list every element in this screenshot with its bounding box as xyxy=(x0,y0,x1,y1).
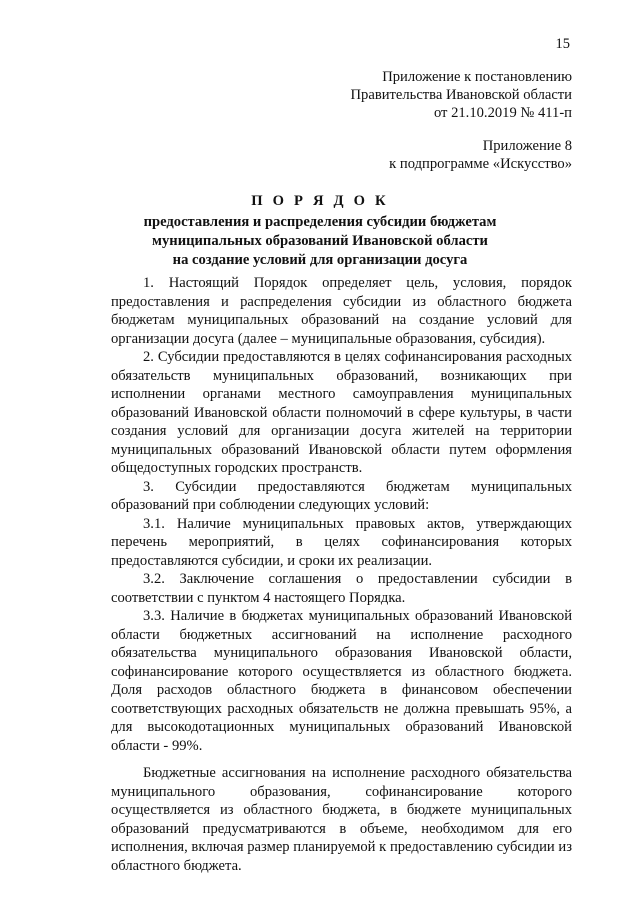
appendix-line: к подпрограмме «Искусство» xyxy=(389,156,572,172)
appendix-line: Приложение 8 xyxy=(482,138,572,154)
appendix-to-resolution xyxy=(351,68,572,122)
paragraph-1: 1. Настоящий Порядок определяет цель, условия, порядок предоставления и распределения субсидии из областного бюджета бюджетам муниципальных образований на создание условий для организации досуга (далее – муниципальные образования, субсидия). xyxy=(111,275,572,347)
document-title xyxy=(60,192,580,270)
page-number: 15 xyxy=(555,36,570,52)
paragraph-2: 2. Субсидии предоставляются в целях софинансирования расходных обязательств муниципальных образований, возникающих при исполнении органами местного самоуправления муниципальных образований Ивановской области полномочий в сфере культуры, в части создания условий для организации досуга жителей на территории муниципальных образований Ивановской области путем оформления общедоступных городских пространств. xyxy=(111,349,572,476)
paragraph-budget-allocations: Бюджетные ассигнования на исполнение расходного обязательства муниципального образования, софинансирование которого осуществляется из областного бюджета, в бюджете муниципальных образований предусматриваются в объеме, необходимом для его исполнения, включая размер планируемой к предоставлению субсидии из областного бюджета. xyxy=(111,765,572,874)
appendix-line: Правительства Ивановской области xyxy=(350,87,572,103)
paragraph-3-3: 3.3. Наличие в бюджетах муниципальных образований Ивановской области бюджетных ассигнований на исполнение расходного обязательства муниципального образования Ивановской области, софинансирование которого осуществляется из областного бюджета. Доля расходов областного бюджета в финансовом обеспечении соответствующих расходных обязательств не должна превышать 95%, а для высокодотационных муниципальных образований Ивановской области - 99%. xyxy=(111,608,572,754)
title-line: предоставления и распределения субсидии бюджетам xyxy=(143,214,497,230)
appendix-line: от 21.10.2019 № 411-п xyxy=(433,105,572,121)
title-heading: П О Р Я Д О К xyxy=(251,193,389,209)
paragraph-3: 3. Субсидии предоставляются бюджетам муниципальных образований при соблюдении следующих условий: xyxy=(111,478,572,513)
appendix-to-subprogram xyxy=(389,137,572,173)
title-line: муниципальных образований Ивановской области xyxy=(152,233,488,249)
appendix-line: Приложение к постановлению xyxy=(382,69,572,85)
paragraph-3-2: 3.2. Заключение соглашения о предоставлении субсидии в соответствии с пунктом 4 настоящего Порядка. xyxy=(111,571,572,606)
title-line: на создание условий для организации досуга xyxy=(172,252,468,268)
paragraph-3-1: 3.1. Наличие муниципальных правовых актов, утверждающих перечень мероприятий, в целях софинансирования которых предоставляются субсидии, и сроки их реализации. xyxy=(111,515,572,569)
document-body xyxy=(111,274,572,875)
